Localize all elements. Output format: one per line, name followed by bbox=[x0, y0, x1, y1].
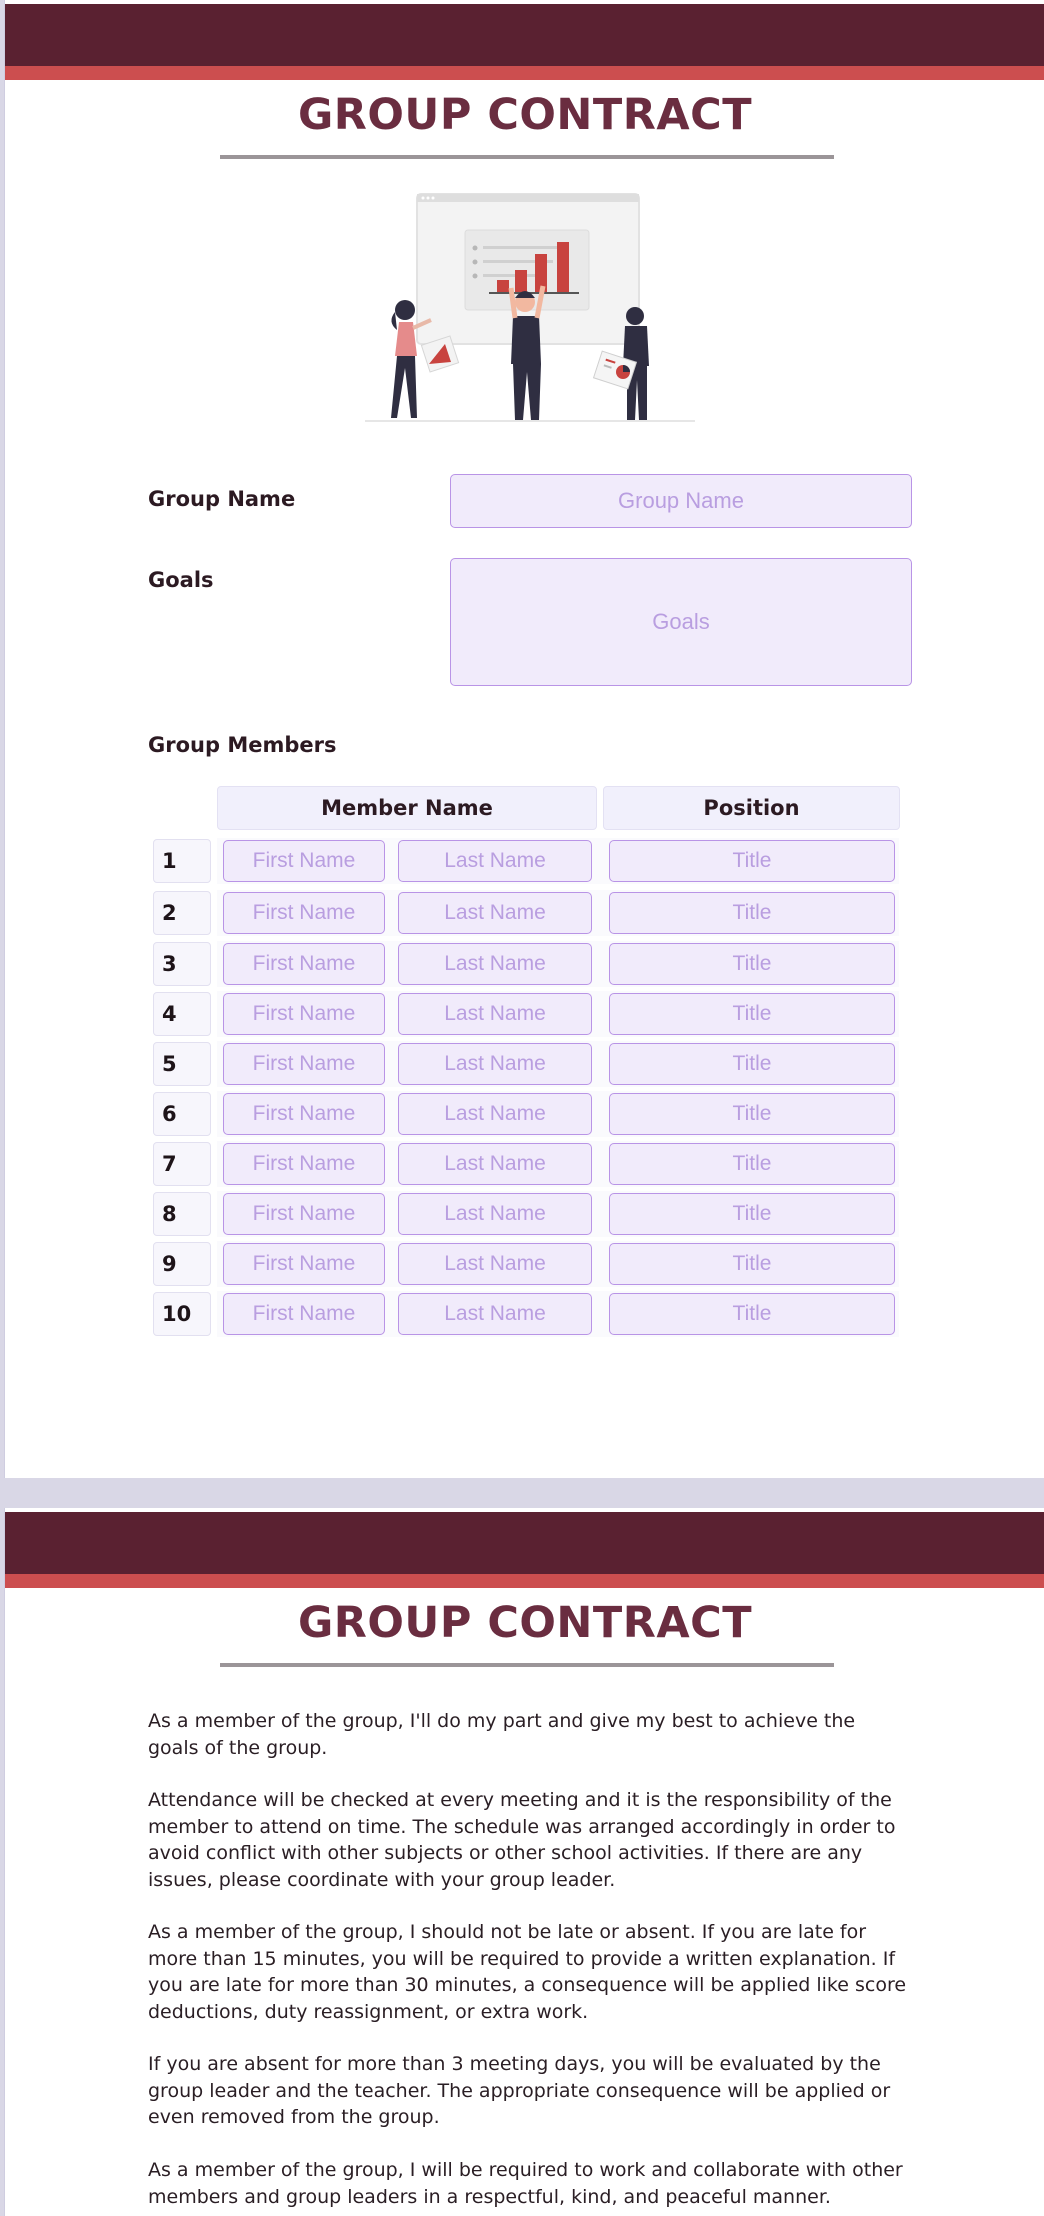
first-name-input[interactable]: First Name bbox=[223, 1293, 385, 1335]
people-presenting-chart-illustration bbox=[365, 192, 695, 432]
row-number: 5 bbox=[153, 1042, 211, 1086]
row-number: 1 bbox=[153, 839, 211, 883]
last-name-input[interactable]: Last Name bbox=[398, 840, 592, 882]
last-name-input[interactable]: Last Name bbox=[398, 1293, 592, 1335]
position-title-input[interactable]: Title bbox=[609, 1293, 895, 1335]
row-number: 4 bbox=[153, 992, 211, 1036]
header-accent-stripe bbox=[5, 66, 1044, 80]
first-name-input[interactable]: First Name bbox=[223, 1043, 385, 1085]
position-title-input[interactable]: Title bbox=[609, 840, 895, 882]
position-title-input[interactable]: Title bbox=[609, 892, 895, 934]
last-name-input[interactable]: Last Name bbox=[398, 1143, 592, 1185]
title-underline bbox=[220, 155, 834, 159]
last-name-input[interactable]: Last Name bbox=[398, 993, 592, 1035]
contract-paragraph: As a member of the group, I should not be late or absent. If you are late for more than 15 minutes, you will be required to provide a written explanation. If you are late for more than 30 minutes, a consequence will be applied like score deductions, duty reassignment, or extra work. bbox=[148, 1921, 907, 2023]
page-title: GROUP CONTRACT bbox=[297, 1598, 753, 1648]
goals-label: Goals bbox=[148, 568, 214, 592]
group-name-label: Group Name bbox=[148, 487, 296, 511]
page-title: GROUP CONTRACT bbox=[297, 90, 753, 140]
header-banner bbox=[5, 1512, 1044, 1574]
contract-paragraph: As a member of the group, I'll do my part and give my best to achieve the goals of the group. bbox=[148, 1710, 856, 1759]
position-title-input[interactable]: Title bbox=[609, 1143, 895, 1185]
first-name-input[interactable]: First Name bbox=[223, 892, 385, 934]
group-name-input[interactable]: Group Name bbox=[450, 474, 912, 528]
row-number: 9 bbox=[153, 1242, 211, 1286]
first-name-input[interactable]: First Name bbox=[223, 840, 385, 882]
row-number: 2 bbox=[153, 891, 211, 935]
row-number: 3 bbox=[153, 942, 211, 986]
first-name-input[interactable]: First Name bbox=[223, 1193, 385, 1235]
contract-paragraph: Attendance will be checked at every meeting and it is the responsibility of the member to attend on time. The schedule was arranged accordingly in order to avoid conflict with other subjects or other school activities. If there are any issues, please coordinate with your group leader. bbox=[148, 1789, 896, 1891]
contract-paragraph: As a member of the group, I will be required to work and collaborate with other members and group leaders in a respectful, kind, and peaceful manner. bbox=[148, 2159, 903, 2208]
last-name-input[interactable]: Last Name bbox=[398, 1193, 592, 1235]
contract-page-1 bbox=[4, 0, 1044, 1478]
first-name-input[interactable]: First Name bbox=[223, 1093, 385, 1135]
last-name-input[interactable]: Last Name bbox=[398, 1043, 592, 1085]
last-name-input[interactable]: Last Name bbox=[398, 1093, 592, 1135]
row-number: 8 bbox=[153, 1192, 211, 1236]
first-name-input[interactable]: First Name bbox=[223, 993, 385, 1035]
first-name-input[interactable]: First Name bbox=[223, 943, 385, 985]
row-number: 7 bbox=[153, 1142, 211, 1186]
position-title-input[interactable]: Title bbox=[609, 1193, 895, 1235]
first-name-input[interactable]: First Name bbox=[223, 1143, 385, 1185]
header-banner bbox=[5, 4, 1044, 66]
contract-page-2 bbox=[4, 1508, 1044, 2216]
position-title-input[interactable]: Title bbox=[609, 1043, 895, 1085]
position-title-input[interactable]: Title bbox=[609, 1093, 895, 1135]
last-name-input[interactable]: Last Name bbox=[398, 1243, 592, 1285]
position-title-input[interactable]: Title bbox=[609, 1243, 895, 1285]
header-accent-stripe bbox=[5, 1574, 1044, 1588]
position-title-input[interactable]: Title bbox=[609, 993, 895, 1035]
goals-input[interactable]: Goals bbox=[450, 558, 912, 686]
contract-paragraph: If you are absent for more than 3 meeting days, you will be evaluated by the group leader and the teacher. The appropriate consequence will be applied or even removed from the group. bbox=[148, 2053, 891, 2128]
first-name-input[interactable]: First Name bbox=[223, 1243, 385, 1285]
position-title-input[interactable]: Title bbox=[609, 943, 895, 985]
last-name-input[interactable]: Last Name bbox=[398, 943, 592, 985]
last-name-input[interactable]: Last Name bbox=[398, 892, 592, 934]
member-name-header: Member Name bbox=[217, 786, 597, 830]
position-header: Position bbox=[603, 786, 900, 830]
group-members-label: Group Members bbox=[148, 733, 337, 757]
row-number: 6 bbox=[153, 1092, 211, 1136]
row-number: 10 bbox=[153, 1292, 211, 1336]
title-underline bbox=[220, 1663, 834, 1667]
